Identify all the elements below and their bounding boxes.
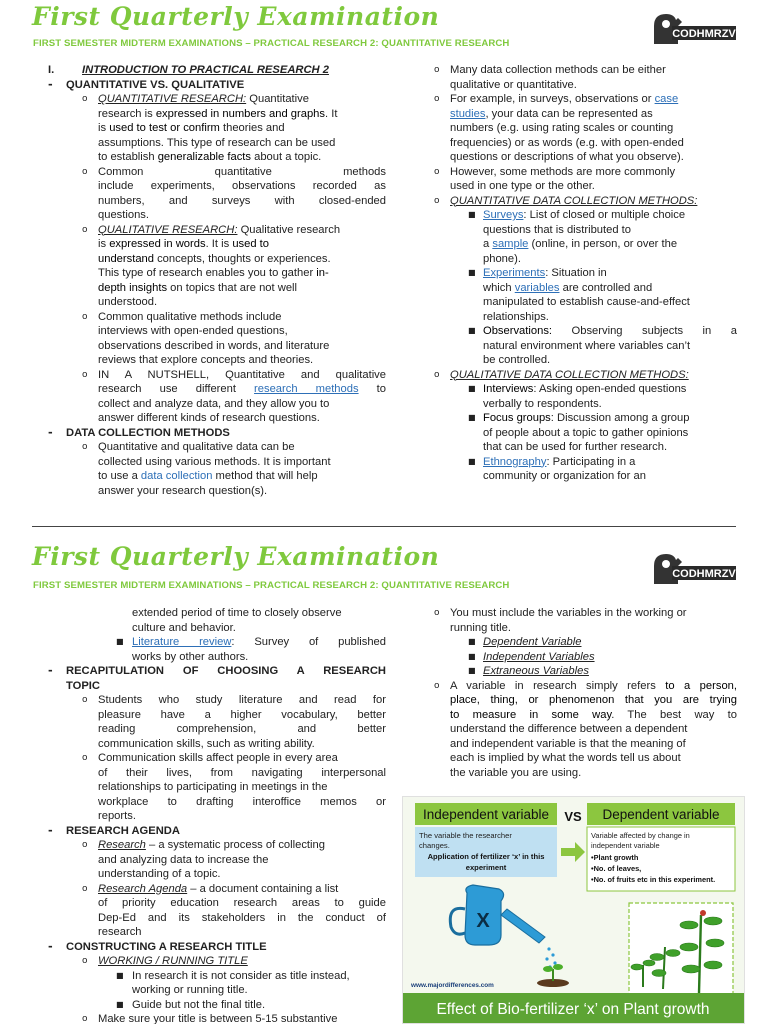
bullet-focus-groups: ■ Focus groups: Discussion among a group [468, 412, 690, 424]
bullet-not-title: ■ In research it is not consider as title instead, [116, 969, 350, 982]
heading-quant-vs-qual: - QUANTITATIVE VS. QUALITATIVE [48, 77, 245, 91]
figure-source-url: www.majordifferences.com [411, 982, 494, 989]
svg-text:experiment: experiment [465, 863, 507, 872]
bullet-guide: ■ Guide but not the final title. [116, 998, 266, 1011]
svg-text:independent variable: independent variable [591, 841, 660, 850]
link-sample[interactable]: sample [492, 238, 529, 250]
list-item-communication: o Communication skills affect people in every area [82, 752, 338, 764]
list-item-common-quant: o Common quantitative methods [82, 165, 386, 178]
link-ethnography[interactable]: Ethnography [483, 455, 547, 468]
list-item-common-qual: o Common qualitative methods include [82, 310, 282, 323]
independent-variable-title: Independent variable [422, 807, 550, 822]
list-item-however: o However, some methods are more commonly [434, 165, 676, 178]
heading-research-agenda: - RESEARCH AGENDA [48, 823, 180, 837]
bullet-extraneous-variables: ■ Extraneous Variables [468, 665, 589, 677]
svg-text:The variable the researcher: The variable the researcher [419, 831, 512, 840]
link-case-studies[interactable]: case [654, 93, 679, 105]
bullet-dependent-variable: ■ Dependent Variable [468, 636, 582, 648]
heading-quant-methods: o QUANTITATIVE DATA COLLECTION METHODS: [434, 194, 698, 207]
section-heading [44, 63, 386, 78]
list-item-students: o Students who study literature and read for [82, 694, 386, 706]
list-item-research: o Research – a systematic process of collecting [82, 839, 325, 851]
page-header-title: First Quarterly Examination [32, 542, 440, 571]
bullet-literature-review: ■ Literature review: Survey of published [116, 636, 386, 648]
heading-recapitulation: - RECAPITULATION OF CHOOSING A RESEARCH [48, 664, 386, 677]
list-item-working-title: o WORKING / RUNNING TITLE [82, 955, 248, 967]
link-research-methods[interactable]: research methods [254, 383, 359, 395]
page2-left-column: extended period of time to closely observe culture and behavior. ■ Literature review: Survey of published works by other authors. - RECAPITULATION OF CHOOSING A RESEARCH TOPIC o Students who study literature and read for pleasure have a higher vocabulary, better reading comprehension, and better communication skills, such as writing ability. o Communication skills affect people in every area of their lives, from navigating interpersonal relationships to participating in meetings in the workplace to drafting interoffice memos or reports. - RESEARCH AGENDA o Research – a systematic process of collecting and analyzing data to increase the understanding of a topic. o Research Agenda – a document containing a list of priority education research areas to guide Dep-Ed and its stakeholders in the conduct of research - CONSTRUCTING A RESEARCH TITLE o WORKING / RUNNING TITLE ■ In research it is not consider as title instead, working or running title. ■ Guide but not the final title. o Make sure your title is between 5-15 substantive [44, 606, 386, 1024]
vs-label: VS [564, 809, 582, 824]
bullet-ethnography: ■ Ethnography: Participating in a [468, 455, 636, 468]
list-item-data-collection: o Quantitative and qualitative data can be [82, 441, 295, 453]
svg-text:•No. of fruits etc in this exp: •No. of fruits etc in this experiment. [591, 875, 716, 884]
bullet-interviews: ■ Interviews: Asking open-ended questions [468, 383, 687, 395]
link-surveys[interactable]: Surveys [483, 209, 524, 221]
logo-text: CODHMRZV [672, 568, 736, 580]
fertilizer-x-label: X [476, 910, 490, 932]
page2-right-column: o You must include the variables in the working or running title. ■ Dependent Variable ■ Independent Variables ■ Extraneous Variables o A variable in research simply refers to a person, place, thing, or phenomenon that you are trying to measure in some way. The best way to understand the difference between a dependent and independent variable is that the meaning of each is implied by what the words tell us about the variable you are using. [434, 607, 737, 779]
link-experiments[interactable]: Experiments [483, 267, 546, 279]
page-header-subtitle: FIRST SEMESTER MIDTERM EXAMINATIONS – PRACTICAL RESEARCH 2: QUANTITATIVE RESEARCH [33, 38, 510, 49]
variable-comparison-figure [402, 796, 745, 1024]
logo-icon [648, 548, 738, 588]
heading-data-collection: - DATA COLLECTION METHODS [48, 425, 230, 439]
list-item-research-agenda: o Research Agenda – a document containing a list [82, 882, 339, 895]
figure-illustration [403, 797, 744, 1023]
svg-text:changes.: changes. [419, 841, 450, 850]
figure-caption: Effect of Bio-fertilizer ‘x’ on Plant growth [436, 1001, 710, 1018]
link-variables[interactable]: variables [514, 281, 560, 294]
page-header-title: First Quarterly Examination [32, 2, 440, 31]
link-literature-review[interactable]: Literature review [132, 636, 232, 648]
list-item-include-variables: o You must include the variables in the working or [434, 607, 687, 619]
page1-right-column: o Many data collection methods can be either qualitative or quantitative. o For example, in surveys, observations or case studies, your data can be represented as numbers (e.g. using rating scales or counting frequencies) or as words (e.g. with open-ended questions or descriptions of what you observe). o However, some methods are more commonly used in one type or the other. o QUANTITATIVE DATA COLLECTION METHODS: ■ Surveys: List of closed or multiple choice questions that is distributed to a sample (online, in person, or over the phone). ■ Experiments: Situation in which variables are controlled and manipulated to establish cause-and-effect relationships. ■ Observations: Observing subjects in a natural environment where variables can’t be controlled. o QUALITATIVE DATA COLLECTION METHODS: ■ Interviews: Asking open-ended questions verbally to respondents. ■ Focus groups: Discussion among a group of people about a topic to gather opinions that can be used for further research. ■ Ethnography: Participating in a community or organization for an [434, 64, 737, 482]
svg-text:Variable affected by change in: Variable affected by change in [591, 831, 690, 840]
page-header-subtitle: FIRST SEMESTER MIDTERM EXAMINATIONS – PRACTICAL RESEARCH 2: QUANTITATIVE RESEARCH [33, 580, 510, 591]
bullet-surveys: ■ Surveys: List of closed or multiple choice [468, 209, 686, 221]
logo-text: CODHMRZV [672, 28, 736, 40]
svg-text:•No. of leaves,: •No. of leaves, [591, 864, 642, 873]
list-item-variable-definition: o A variable in research simply refers to a person, [434, 679, 737, 692]
svg-text:•Plant growth: •Plant growth [591, 853, 639, 862]
bullet-independent-variables: ■ Independent Variables [468, 650, 595, 663]
bullet-observations: ■ Observations: Observing subjects in a [468, 325, 737, 337]
list-item-quant: o QUANTITATIVE RESEARCH: Quantitative [82, 93, 309, 105]
page-divider [32, 526, 736, 527]
list-item-example: o For example, in surveys, observations or case [434, 93, 679, 105]
link-case-studies-2[interactable]: studies [450, 107, 486, 120]
section-title: INTRODUCTION TO PRACTICAL RESEARCH 2 [82, 64, 329, 76]
logo-icon [648, 8, 738, 48]
heading-research-title: - CONSTRUCTING A RESEARCH TITLE [48, 939, 267, 953]
page1-left-column: I. INTRODUCTION TO PRACTICAL RESEARCH 2 - QUANTITATIVE VS. QUALITATIVE o QUANTITATIVE RESEARCH: Quantitative research is expressed in numbers and graphs. It is used to test or confirm theories and assumptions. This type of research can be used to establish generalizable facts about a topic. o Common quantitative methods include experiments, observations recorded as numbers, and surveys with closed-ended questions. o QUALITATIVE RESEARCH: Qualitative research is expressed in words. It is used to understand concepts, thoughts or experiences. This type of research enables you to gather in- depth insights on topics that are not well understood. o Common qualitative methods include interviews with open-ended questions, observations described in words, and literature reviews that explore concepts and theories. o IN A NUTSHELL, Quantitative and qualitative research use different research methods to collect and analyze data, and they allow you to answer different kinds of research questions. - DATA COLLECTION METHODS o Quantitative and qualitative data can be collected using various methods. It is important to use a data collection method that will help answer your research question(s). [44, 63, 386, 498]
bullet-experiments: ■ Experiments: Situation in [468, 267, 607, 279]
svg-text:Application of fertilizer ‘x’: Application of fertilizer ‘x’ in this [427, 852, 545, 861]
list-item-qual: o QUALITATIVE RESEARCH: Qualitative research [82, 223, 341, 236]
section-number: I. [48, 64, 55, 76]
list-item-many-methods: o Many data collection methods can be either [434, 64, 666, 76]
list-item-nutshell: o IN A NUTSHELL, Quantitative and qualitative [82, 368, 386, 381]
list-item-make-sure: o Make sure your title is between 5-15 substantive [82, 1013, 338, 1024]
link-data-collection[interactable]: data collection [140, 470, 213, 482]
dependent-variable-title: Dependent variable [602, 807, 720, 822]
heading-qual-methods: o QUALITATIVE DATA COLLECTION METHODS: [434, 368, 689, 381]
